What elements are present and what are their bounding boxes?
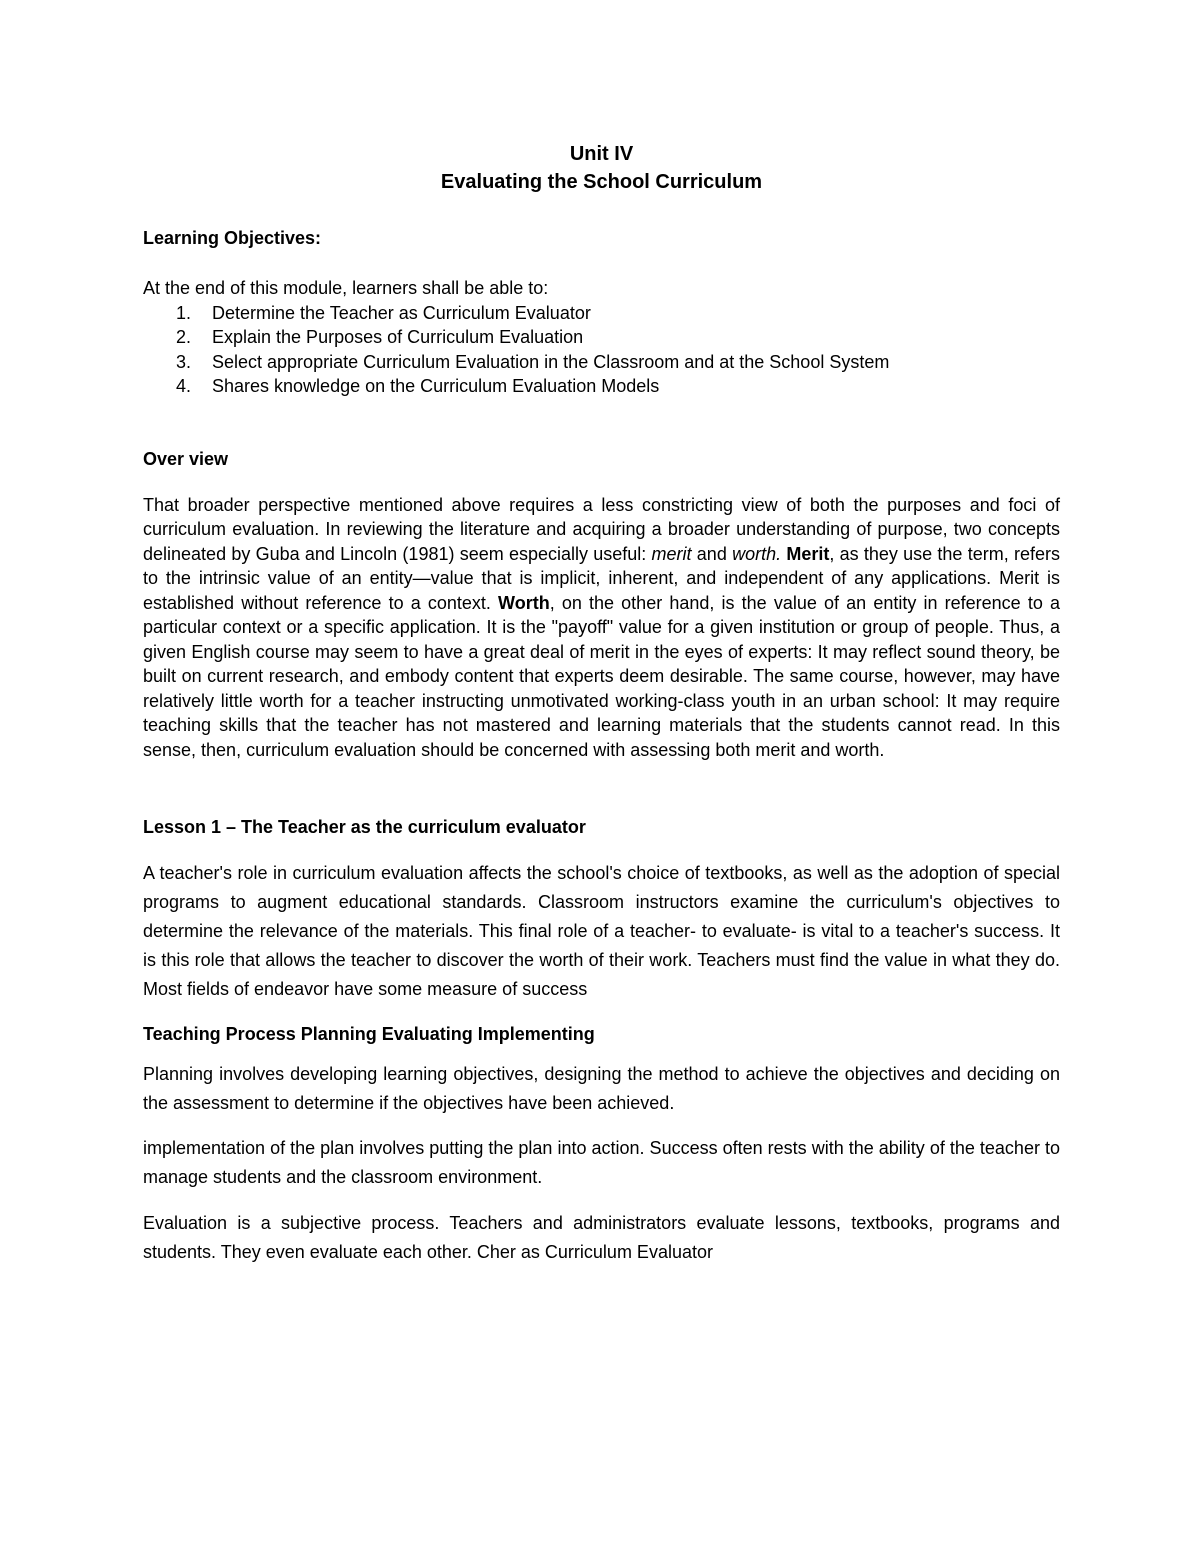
unit-title: Unit IV — [569, 143, 634, 165]
overview-paragraph — [143, 493, 1060, 763]
implementation-paragraph: implementation of the plan involves putting the plan into action. Success often rests with the ability of the teacher to manage students and the classroom environment. — [143, 1138, 1060, 1187]
list-number: 2. — [176, 327, 192, 347]
list-number: 4. — [176, 376, 192, 396]
overview-text-2: , as they use the term, refers to the intrinsic value of an entity—value that is implicit, inherent, and independent of any applications. Merit is established without reference to a context. — [143, 543, 1060, 613]
page-content — [143, 140, 1060, 1267]
merit-italic: merit — [651, 543, 692, 564]
and-word: and — [691, 543, 733, 564]
overview-text-1: That broader perspective mentioned above requires a less constricting view of both the purposes and foci of curriculum evaluation. In reviewing the literature and acquiring a broader understanding of purpose, two concepts delineated by Guba and Lincoln (1981) seem especially useful: — [143, 494, 1060, 564]
list-item — [143, 325, 1060, 350]
list-text: Determine the Teacher as Curriculum Evaluator — [212, 302, 591, 323]
planning-paragraph: Planning involves developing learning objectives, designing the method to achieve the objectives and deciding on the assessment to determine if the objectives have been achieved. — [143, 1064, 1060, 1113]
objectives-intro: At the end of this module, learners shall be able to: — [143, 278, 549, 298]
evaluation-paragraph: Evaluation is a subjective process. Teachers and administrators evaluate lessons, textbooks, programs and students. They even evaluate each other. Cher as Curriculum Evaluator — [143, 1213, 1060, 1262]
worth-italic: worth. — [732, 543, 782, 564]
module-title: Evaluating the School Curriculum — [440, 171, 763, 193]
list-item — [143, 350, 1060, 375]
list-item — [143, 374, 1060, 399]
list-item — [143, 301, 1060, 326]
list-text: Select appropriate Curriculum Evaluation in the Classroom and at the School System — [212, 351, 890, 372]
overview-text-3: , on the other hand, is the value of an entity in reference to a particular context or a specific application. It is the "payoff" value for a given institution or group of people. Thus, a given English course may seem to have a great deal of merit in the eyes of experts: It may reflect sound theory, be built on current research, and embody content that experts deem desirable. The same course, however, may have relatively little worth for a teacher instructing unmotivated working-class youth in an urban school: It may require teaching skills that the teacher has not mastered and learning materials that the students cannot read. In this sense, then, curriculum evaluation should be concerned with assessing both merit and worth. — [143, 592, 1060, 760]
worth-term: Worth — [498, 592, 550, 613]
list-number: 1. — [176, 302, 192, 323]
lesson1-paragraph: A teacher's role in curriculum evaluation affects the school's choice of textbooks, as well as the adoption of special programs to augment educational standards. Classroom instructors examine the curriculum's objectives to determine the relevance of the materials. This final role of a teacher- to evaluate- is vital to a teacher's success. It is this role that allows the teacher to discover the worth of their work. Teachers must find the value in what they do. Most fields of endeavor have some measure of success — [143, 863, 1060, 999]
overview-heading: Over view — [143, 448, 229, 469]
objectives-heading: Learning Objectives: — [143, 228, 322, 248]
merit-term: Merit — [786, 543, 830, 564]
list-text: Shares knowledge on the Curriculum Evaluation Models — [212, 376, 660, 396]
list-text: Explain the Purposes of Curriculum Evaluation — [212, 327, 584, 347]
teaching-process-heading: Teaching Process Planning Evaluating Implementing — [143, 1024, 595, 1044]
objectives-list — [143, 301, 1060, 399]
list-number: 3. — [176, 351, 192, 372]
lesson1-heading: Lesson 1 – The Teacher as the curriculum evaluator — [143, 817, 586, 837]
